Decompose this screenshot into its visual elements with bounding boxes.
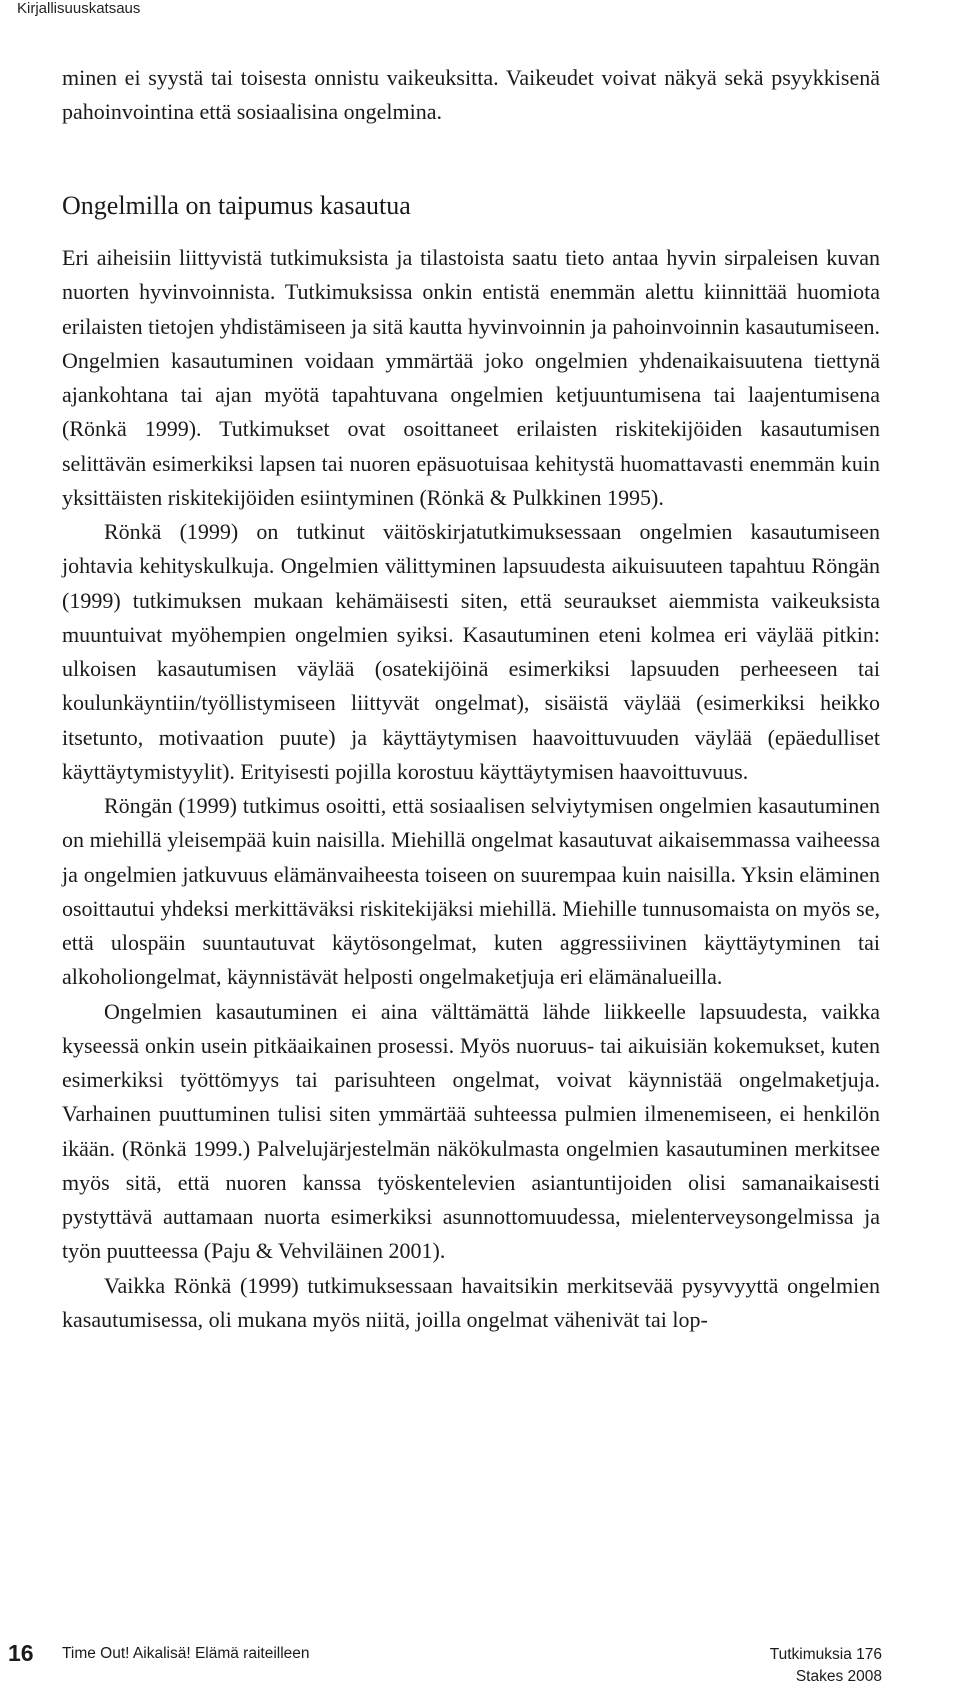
series-info — [770, 1644, 882, 1688]
lead-paragraph: minen ei syystä tai toisesta onnistu vaikeuksitta. Vaikeudet voivat näkyä sekä psyykkisenä pahoinvointina että sosiaalisina ongelmina. — [62, 65, 880, 125]
paragraph-2: Rönkä (1999) on tutkinut väitöskirjatutkimuksessaan ongelmien kasautumiseen johtavia kehityskulkuja. Ongelmien välittyminen lapsuudesta aikuisuuteen tapahtuu Röngän (1999) tutkimuksen mukaan kehämäisesti siten, että seuraukset aiemmista vaikeuksista muuntuivat myöhempien ongelmien syiksi. Kasautuminen eteni kolmea eri väylää pitkin: ulkoisen kasautumisen väylää (osatekijöinä esimerkiksi lapsuuden perheeseen tai koulunkäyntiin/työllistymiseen liittyvät ongelmat), sisäistä väylää (esimerkiksi heikko itsetunto, motivaation puute) ja käyttäytymisen haavoittuvuuden väylää (epäedulliset käyttäytymistyylit). Erityisesti pojilla korostuu käyttäytymisen haavoittuvuus. — [62, 519, 880, 784]
page-number: 16 — [8, 1640, 34, 1666]
page-footer — [0, 1640, 960, 1700]
running-head: Kirjallisuuskatsaus — [17, 0, 141, 17]
publisher-year: Stakes 2008 — [795, 1668, 882, 1685]
publication-title: Time Out! Aikalisä! Elämä raiteilleen — [62, 1645, 310, 1662]
paragraph-3: Röngän (1999) tutkimus osoitti, että sosiaalisen selviytymisen ongelmien kasautuminen on miehillä yleisempää kuin naisilla. Miehillä ongelmat kasautuvat aikaisemmassa vaiheessa ja ongelmien jatkuvuus elämänvaiheesta toiseen on suurempaa kuin naisilla. Yksin eläminen osoittautui yhdeksi merkittäväksi riskitekijäksi miehillä. Miehille tunnusomaista on myös se, että ulospäin suuntautuvat käytösongelmat, kuten aggressiivinen käyttäytyminen tai alkoholiongelmat, käynnistävät helposti ongelmaketjuja eri elämänalueilla. — [62, 793, 880, 990]
lead-paragraph-block — [62, 61, 880, 130]
paragraph-1: Eri aiheisiin liittyvistä tutkimuksista ja tilastoista saatu tieto antaa hyvin sirpaleisen kuvan nuorten hyvinvoinnista. Tutkimuksissa onkin entistä enemmän alettu kiinnittää huomiota erilaisten tietojen yhdistämiseen ja sitä kautta hyvinvoinnin ja pahoinvoinnin kasautumiseen. Ongelmien kasautuminen voidaan ymmärtää joko ongelmien yhdenaikaisuutena tiettynä ajankohtana tai ajan myötä tapahtuvana ongelmien ketjuuntumisena tai laajentumisena (Rönkä 1999). Tutkimukset ovat osoittaneet erilaisten riskitekijöiden kasautumisen selittävän esimerkiksi lapsen tai nuoren epäsuotuisaa kehitystä huomattavasti enemmän kuin yksittäisten riskitekijöiden esiintyminen (Rönkä & Pulkkinen 1995). — [62, 245, 880, 510]
paragraph-5: Vaikka Rönkä (1999) tutkimuksessaan havaitsikin merkitsevää pysyvyyttä ongelmien kasautumisessa, oli mukana myös niitä, joilla ongelmat vähenivät tai lop- — [62, 1272, 880, 1332]
series-label: Tutkimuksia 176 — [769, 1646, 882, 1663]
paragraph-4: Ongelmien kasautuminen ei aina välttämättä lähde liikkeelle lapsuudesta, vaikka kyseessä onkin usein pitkäaikainen prosessi. Myös nuoruus- tai aikuisiän kokemukset, kuten esimerkiksi työttömyys tai parisuhteen ongelmat, voivat käynnistää ongelmaketjuja. Varhainen puuttuminen tulisi siten ymmärtää suhteessa pulmien ilmenemiseen, ei henkilön ikään. (Rönkä 1999.) Palvelujärjestelmän näkökulmasta ongelmien kasautuminen merkitsee myös sitä, että nuoren kanssa työskentelevien asiantuntijoiden olisi samanaikaisesti pystyttävä auttamaan nuorta esimerkiksi asunnottomuudessa, mielenterveysongelmissa ja työn puutteessa (Paju & Vehviläinen 2001). — [62, 998, 880, 1264]
section-body — [62, 241, 880, 1337]
section-heading: Ongelmilla on taipumus kasautua — [62, 191, 411, 220]
